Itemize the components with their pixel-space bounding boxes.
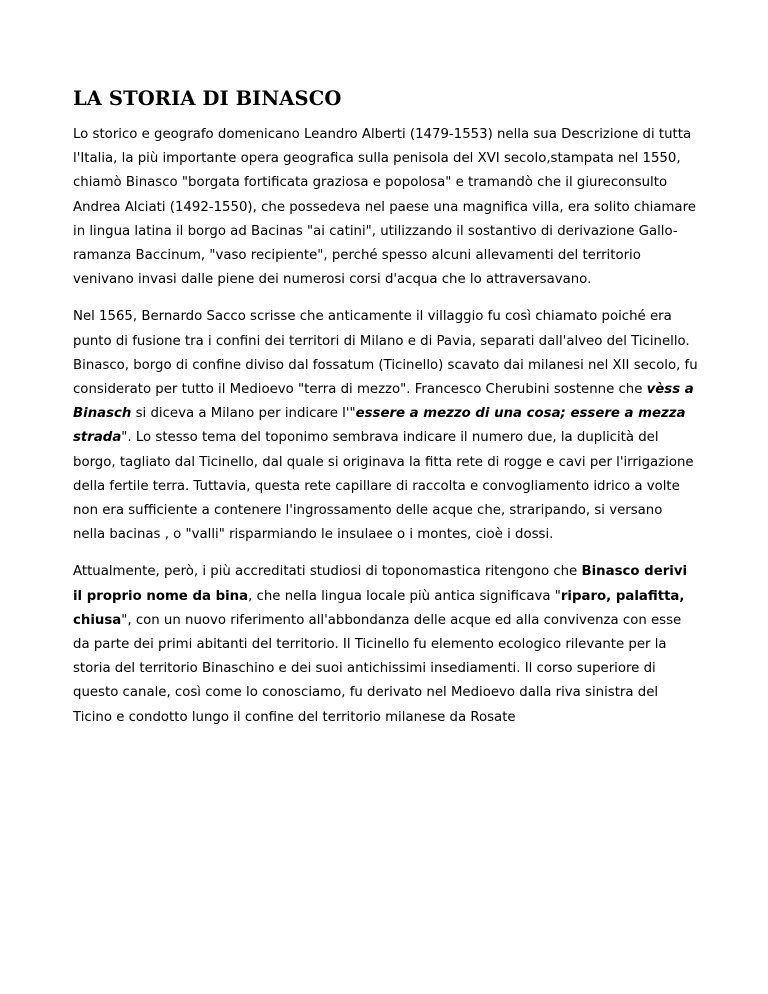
page-title: LA STORIA DI BINASCO bbox=[73, 87, 342, 110]
paragraph-text: ", con un nuovo riferimento all'abbondanza delle acque ed alla convivenza con esse da parte dei primi abitanti del territorio. Il Ticinello fu elemento ecologico rilevante per la storia del territorio Binaschino e dei suoi antichissimi insediamenti. Il corso superiore di questo canale, così come lo conosciamo, fu derivato nel Medioevo dalla riva sinistra del Ticino e condotto lungo il confine del territorio milanese da Rosate bbox=[73, 612, 682, 725]
emphasized-dialect-phrase: vèss a Binasch bbox=[73, 382, 694, 422]
paragraph-2 bbox=[73, 305, 698, 547]
paragraph-text: , che nella lingua locale più antica significava " bbox=[248, 588, 561, 604]
paragraph-3 bbox=[73, 560, 698, 729]
paragraph-text: Nel 1565, Bernardo Sacco scrisse che anticamente il villaggio fu così chiamato poiché era punto di fusione tra i confini dei territori di Milano e di Pavia, separati dall'alveo del Ticinello. Binasco, borgo di confine diviso dal fossatum (Ticinello) scavato dai milanesi nel XII secolo, fu considerato per tutto il Medioevo "terra di mezzo". Francesco Cherubini sostenne che bbox=[73, 309, 698, 398]
paragraph-text: ". Lo stesso tema del toponimo sembrava indicare il numero due, la duplicità del borgo, tagliato dal Ticinello, dal quale si originava la fitta rete di rogge e cavi per l'irrigazione della fertile terra. Tuttavia, questa rete capillare di raccolta e convogliamento idrico a volte non era sufficiente a contenere l'ingrossamento delle acque che, straripando, si versano nella bacinas , o "valli" risparmiando le insulaee o i montes, cioè i dossi. bbox=[73, 430, 694, 543]
paragraph-text: Lo storico e geografo domenicano Leandro Alberti (1479-1553) nella sua Descrizione di tutta l'Italia, la più importante opera geografica sulla penisola del XVI secolo,stampata nel 1550, chiamò Binasco "borgata fortificata graziosa e popolosa" e tramandò che il giureconsulto Andrea Alciati (1492-1550), che possedeva nel paese una magnifica villa, era solito chiamare in lingua latina il borgo ad Bacinas "ai catini", utilizzando il sostantivo di derivazione Gallo-ramanza Baccinum, "vaso recipiente", perché spesso alcuni allevamenti del territorio venivano invasi dalle piene dei numerosi corsi d'acqua che lo attraversavano. bbox=[73, 127, 696, 288]
emphasized-definition: riparo, palafitta, chiusa bbox=[73, 588, 685, 628]
paragraph-1 bbox=[73, 123, 698, 292]
emphasized-meaning-phrase: essere a mezzo di una cosa; essere a mezza strada bbox=[73, 406, 686, 446]
emphasized-etymology: Binasco derivi il proprio nome da bina bbox=[73, 564, 688, 604]
paragraph-text: si diceva a Milano per indicare l'" bbox=[131, 406, 356, 422]
paragraph-text: Attualmente, però, i più accreditati studiosi di toponomastica ritengono che bbox=[73, 564, 582, 580]
document-page bbox=[73, 84, 698, 743]
